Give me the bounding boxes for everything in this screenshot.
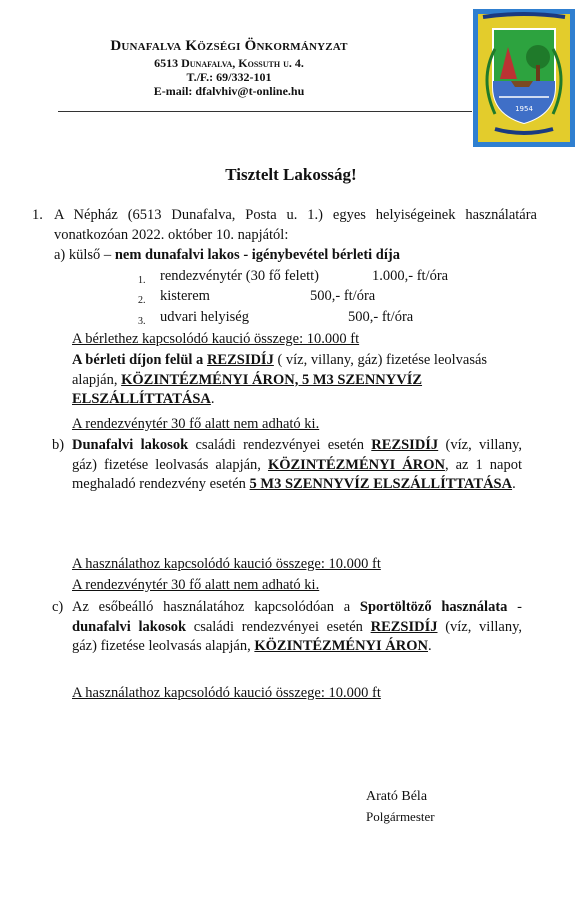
section-c-context: Az esőbeálló használatához kapcsolódóan a — [72, 599, 351, 615]
org-name: Dunafalva Községi Önkormányzat — [110, 38, 348, 54]
signatory-role: Polgármester — [366, 809, 435, 824]
section-c-events: családi rendezvényei esetén — [193, 618, 363, 635]
page-heading: Tisztelt Lakosság! — [225, 165, 357, 184]
utility-basis: fizetése leolvasás alapján, — [72, 352, 488, 388]
letterhead — [20, 38, 438, 98]
section-b-context: családi rendezvényei esetén — [195, 437, 364, 453]
section-b-szennyviz: 5 M3 SZENNYVÍZ ELSZÁLLÍTTATÁSA — [249, 476, 513, 492]
section-a-heading — [54, 246, 400, 266]
section-c-deposit: A használathoz kapcsolódó kaució összege: 10.000 ft — [72, 685, 381, 701]
intro-number: 1. — [32, 207, 43, 223]
org-phone: T./F.: 69/332-101 — [186, 69, 272, 84]
section-c-facility: Sportöltöző használata — [359, 599, 508, 615]
section-c-kozintezmenyi: KÖZINTÉZMÉNYI ÁRON — [254, 638, 428, 654]
section-a-note: A rendezvénytér 30 fő alatt nem adható ki. — [72, 416, 320, 432]
price-item-price: 500,- ft/óra — [348, 309, 414, 325]
price-item-name: kisterem — [160, 288, 210, 304]
price-item-number: 1. — [138, 275, 146, 286]
section-a-prefix: külső – — [68, 247, 112, 263]
coat-of-arms-icon — [473, 9, 575, 147]
section-c-text: Az esőbeálló használatához kapcsolódóan a Sportöltöző használata - dunafalvi lakosok családi rendezvényei esetén REZSIDÍJ (víz, villany, gáz) fizetése leolvasás alapján, KÖZINTÉZMÉNYI ÁRON. — [72, 599, 522, 654]
utility-rezsidij: REZSIDÍJ — [206, 352, 274, 368]
section-c-dash: - — [517, 599, 522, 615]
signature-block — [366, 787, 435, 827]
section-c-basis: (víz, villany, gáz) fizetése leolvasás alapján, — [72, 618, 522, 654]
price-item-price: 1.000,- ft/óra — [372, 268, 449, 284]
section-b-kozintezmenyi: KÖZINTÉZMÉNYI ÁRON — [267, 456, 445, 473]
price-item-name: rendezvénytér (30 fő felett) — [160, 268, 320, 284]
utility-lead: A bérleti díjon felül a — [72, 352, 204, 368]
letterhead-divider — [58, 111, 472, 112]
section-b-note: A rendezvénytér 30 fő alatt nem adható ki. — [72, 577, 320, 593]
section-b-condition: , az 1 napot meghaladó rendezvény esetén — [72, 456, 522, 492]
price-item-number: 2. — [138, 295, 146, 306]
org-email: E-mail: dfalvhiv@t-online.hu — [153, 84, 305, 98]
section-a-utility: A bérleti díjon felül a REZSIDÍJ ( víz, villany, gáz) fizetése leolvasás alapján, KÖZINTÉZMÉNYI ÁRON, 5 M3 SZENNYVÍZ ELSZÁLLÍTTATÁSA. — [72, 352, 488, 407]
section-b-text: Dunafalvi lakosok családi rendezvényei esetén REZSIDÍJ (víz, villany, gáz) fizetése leolvasás alapján, KÖZINTÉZMÉNYI ÁRON, az 1 napot meghaladó rendezvény esetén 5 M3 SZENNYVÍZ ELSZÁLLÍTTATÁSA. — [72, 437, 522, 492]
section-a-deposit: A bérlethez kapcsolódó kaució összege: 10.000 ft — [72, 331, 360, 347]
price-item-name: udvari helyiség — [160, 309, 249, 325]
section-a-title: nem dunafalvi lakos - igénybevétel bérleti díja — [114, 247, 400, 263]
crest-year: 1954 — [515, 105, 533, 113]
price-item-number: 3. — [138, 316, 146, 327]
intro-sentence: A Népház (6513 Dunafalva, Posta u. 1.) egyes helyiségeinek használatára vonatkozóan 2022. október 10. napjától: — [54, 207, 537, 243]
section-a-marker: a) — [54, 247, 66, 263]
org-address: 6513 Dunafalva, Kossuth u. 4. — [154, 55, 304, 70]
section-c-rezsidij: REZSIDÍJ — [370, 618, 438, 635]
section-b-residents: Dunafalvi lakosok — [72, 437, 189, 453]
price-item-price: 500,- ft/óra — [310, 288, 376, 304]
section-b-rezsidij: REZSIDÍJ — [371, 437, 439, 453]
intro-text — [54, 206, 537, 245]
section-c-residents: dunafalvi lakosok — [72, 618, 187, 635]
utility-items: ( víz, villany, gáz) — [277, 352, 383, 368]
signatory-name: Arató Béla — [366, 789, 428, 804]
section-c-marker: c) — [52, 599, 64, 615]
section-b-marker: b) — [52, 437, 65, 453]
section-b-deposit: A használathoz kapcsolódó kaució összege: 10.000 ft — [72, 556, 381, 572]
section-b-basis: (víz, villany, gáz) fizetése leolvasás alapján, — [72, 437, 522, 473]
utility-pricing: KÖZINTÉZMÉNYI ÁRON, 5 M3 SZENNYVÍZ ELSZÁLLÍTTATÁSA — [72, 371, 423, 407]
crest-tree-trunk — [536, 65, 540, 81]
